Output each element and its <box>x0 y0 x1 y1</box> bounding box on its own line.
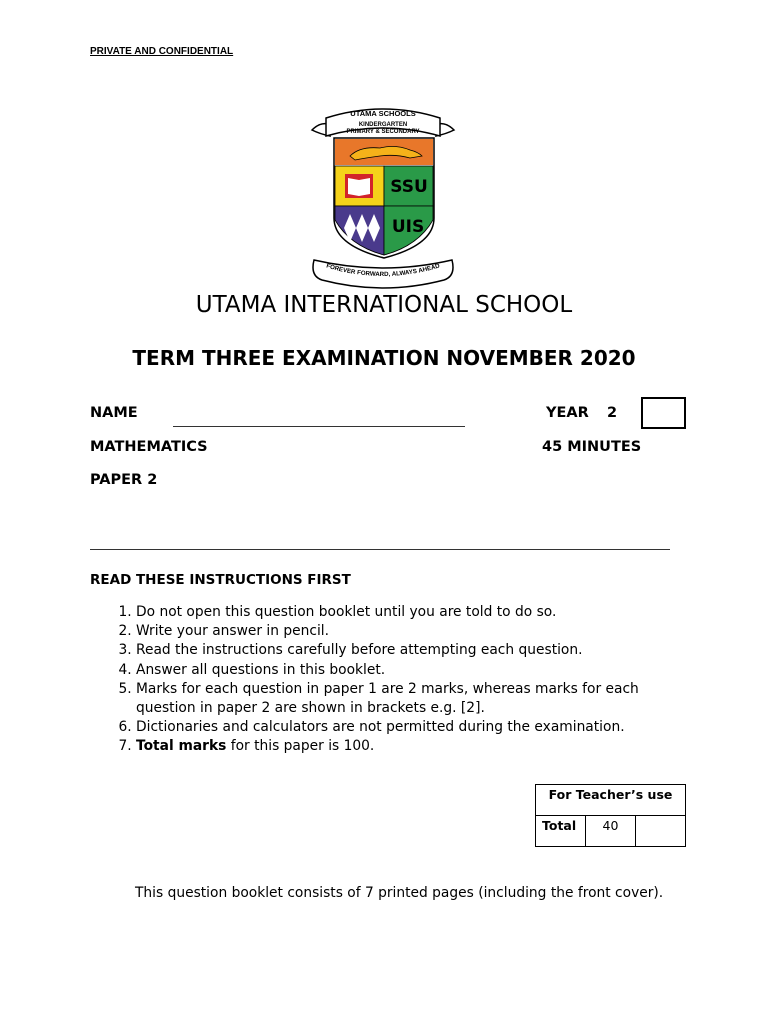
instruction-item: 5. Marks for each question in paper 1 are 2 marks, whereas marks for each question in paper 2 are shown in brackets e.g. [2]. <box>136 680 696 718</box>
instruction-bold-text: Total marks <box>136 738 227 755</box>
class-box[interactable] <box>641 397 686 429</box>
exam-title: TERM THREE EXAMINATION NOVEMBER 2020 <box>132 346 636 370</box>
year-label: YEAR <box>546 405 589 421</box>
name-label: NAME <box>90 405 138 421</box>
instructions-list <box>92 603 696 757</box>
instruction-item <box>136 737 696 756</box>
school-crest-logo <box>300 100 466 292</box>
divider-line <box>90 549 670 550</box>
crest-banner-sub1: KINDERGARTEN <box>358 122 408 128</box>
instruction-item: 6. Dictionaries and calculators are not permitted during the examination. <box>136 718 696 737</box>
instruction-item: 4. Answer all questions in this booklet. <box>136 661 696 680</box>
duration-label: 45 MINUTES <box>542 439 642 455</box>
instruction-text: for this paper is 100. <box>226 738 375 755</box>
instruction-item: 2. Write your answer in pencil. <box>136 622 696 641</box>
crest-banner-sub2: PRIMARY & SECONDARY <box>346 129 420 135</box>
confidential-label: PRIVATE AND CONFIDENTIAL <box>90 46 234 57</box>
booklet-page-count-note: This question booklet consists of 7 printed pages (including the front cover). <box>135 885 664 901</box>
total-max-marks: 40 <box>586 816 635 847</box>
crest-motto: FOREVER FORWARD, ALWAYS AHEAD <box>325 262 441 279</box>
year-value: 2 <box>607 405 618 421</box>
crest-shield-left-text: SSU <box>390 177 428 197</box>
instruction-item: 1. Do not open this question booklet until you are told to do so. <box>136 603 696 622</box>
name-answer-line[interactable] <box>173 426 465 427</box>
instructions-title: READ THESE INSTRUCTIONS FIRST <box>90 572 351 588</box>
crest-shield-right-text: UIS <box>391 217 425 237</box>
subject-label: MATHEMATICS <box>90 439 208 455</box>
teacher-use-table <box>535 784 686 847</box>
crest-banner-top: UTAMA SCHOOLS <box>350 109 416 118</box>
total-label: Total <box>536 816 586 847</box>
teacher-use-header: For Teacher’s use <box>536 785 686 816</box>
score-cell[interactable] <box>635 816 685 847</box>
paper-label: PAPER 2 <box>90 472 158 488</box>
school-name: UTAMA INTERNATIONAL SCHOOL <box>195 292 573 318</box>
instruction-item: 3. Read the instructions carefully before attempting each question. <box>136 641 696 660</box>
